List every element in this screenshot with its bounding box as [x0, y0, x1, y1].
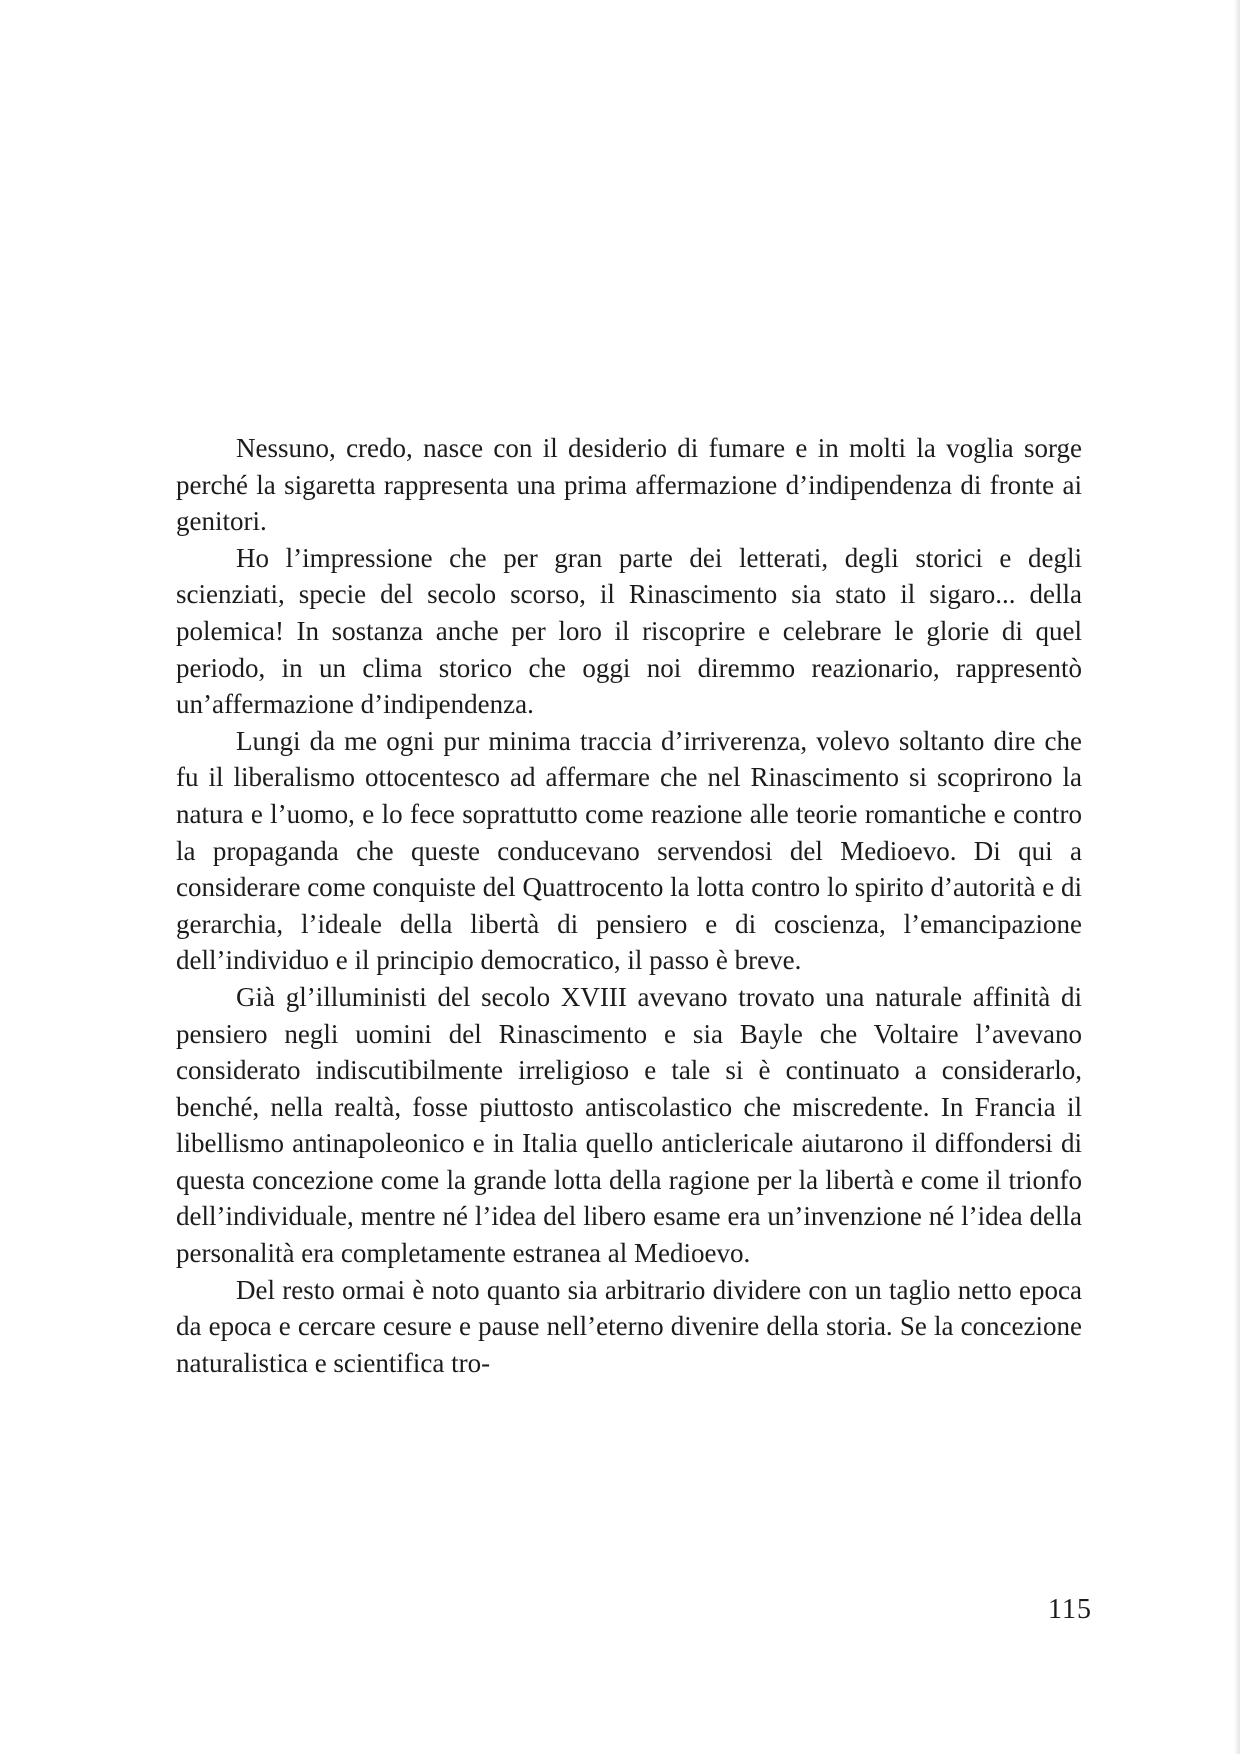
paragraph-5: Del resto ormai è noto quanto sia arbitrario dividere con un taglio netto epoca da epoca e cercare cesure e pause nell’eterno divenire della storia. Se la concezione naturalistica e scientifica tro-	[176, 1274, 1082, 1378]
body-text	[176, 430, 1082, 1381]
paragraph-2: Ho l’impressione che per gran parte dei letterati, degli storici e degli scienziati, specie del secolo scorso, il Rinascimento sia stato il sigaro... della polemica! In sostanza anche per loro il riscoprire e celebrare le glorie di quel periodo, in un clima storico che oggi noi diremmo reazionario, rappresentò un’affermazione d’indipendenza.	[176, 542, 1082, 720]
page-number: 115	[1048, 1594, 1092, 1625]
page-edge	[1234, 0, 1240, 1754]
paragraph-1: Nessuno, credo, nasce con il desiderio di fumare e in molti la voglia sorge perché la sigaretta rappresenta una prima affermazione d’indipendenza di fronte ai genitori.	[176, 433, 1082, 537]
paragraph-4: Già gl’illuministi del secolo XVIII avevano trovato una naturale affinità di pensiero negli uomini del Rinascimento e sia Bayle che Voltaire l’avevano considerato indiscutibilmente irreligioso e tale si è continuato a considerarlo, benché, nella realtà, fosse piuttosto antiscolastico che miscredente. In Francia il libellismo antinapoleonico e in Italia quello anticlericale aiutarono il diffondersi di questa concezione come la grande lotta della ragione per la libertà e come il trionfo dell’individuale, mentre né l’idea del libero esame era un’invenzione né l’idea della personalità era completamente estranea al Medioevo.	[176, 981, 1082, 1269]
paragraph-3: Lungi da me ogni pur minima traccia d’irriverenza, volevo soltanto dire che fu il liberalismo ottocentesco ad affermare che nel Rinascimento si scoprirono la natura e l’uomo, e lo fece soprattutto come reazione alle teorie romantiche e contro la propaganda che queste conducevano servendosi del Medioevo. Di qui a considerare come conquiste del Quattrocento la lotta contro lo spirito d’autorità e di gerarchia, l’ideale della libertà di pensiero e di coscienza, l’emancipazione dell’individuo e il principio democratico, il passo è breve.	[176, 725, 1082, 976]
